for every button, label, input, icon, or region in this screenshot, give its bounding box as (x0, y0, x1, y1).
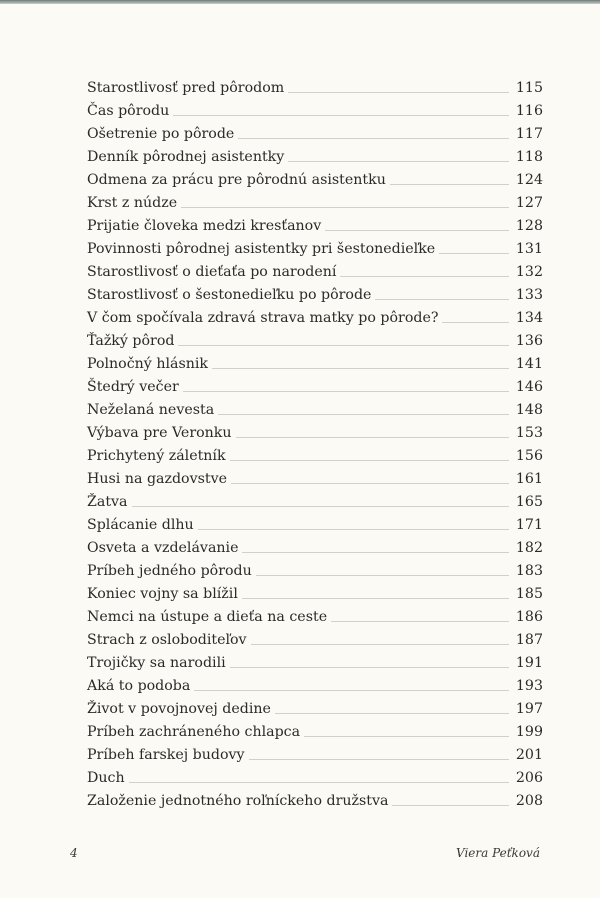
toc-entry (87, 465, 543, 488)
toc-entry-page: 199 (509, 723, 543, 741)
toc-entry (87, 281, 543, 304)
toc-entry-title: Žatva (87, 493, 132, 511)
toc-entry-title: Nemci na ústupe a dieťa na ceste (87, 608, 331, 626)
toc-leader-line (212, 368, 509, 369)
toc-entry (87, 580, 543, 603)
toc-entry-title: Povinnosti pôrodnej asistentky pri šestonedieľke (87, 240, 439, 258)
toc-leader-line (288, 161, 509, 162)
toc-leader-line (375, 299, 509, 300)
toc-leader-line (275, 713, 509, 714)
toc-leader-line (238, 138, 509, 139)
toc-entry (87, 143, 543, 166)
toc-entry-title: Husi na gazdovstve (87, 470, 231, 488)
toc-leader-line (132, 506, 510, 507)
toc-entry-page: 186 (509, 608, 543, 626)
toc-leader-line (288, 92, 509, 93)
toc-leader-line (304, 736, 509, 737)
toc-entry (87, 258, 543, 281)
toc-leader-line (242, 598, 509, 599)
toc-entry-title: Duch (87, 769, 129, 787)
toc-entry-title: V čom spočívala zdravá strava matky po pôrode? (87, 309, 442, 327)
toc-entry-title: Osveta a vzdelávanie (87, 539, 242, 557)
toc-entry (87, 120, 543, 143)
toc-entry-page: 183 (509, 562, 543, 580)
toc-entry (87, 649, 543, 672)
toc-entry-title: Príbeh zachráneného chlapca (87, 723, 304, 741)
toc-entry-title: Strach z osloboditeľov (87, 631, 251, 649)
toc-entry-page: 153 (509, 424, 543, 442)
toc-leader-line (178, 345, 509, 346)
toc-leader-line (183, 391, 509, 392)
toc-entry (87, 235, 543, 258)
toc-entry (87, 741, 543, 764)
toc-entry-title: Ťažký pôrod (87, 332, 178, 350)
toc-entry-title: Starostlivosť o šestonedieľku po pôrode (87, 286, 375, 304)
toc-entry-page: 127 (509, 194, 543, 212)
toc-leader-line (439, 253, 509, 254)
toc-entry-title: Odmena za prácu pre pôrodnú asistentku (87, 171, 390, 189)
toc-entry-page: 141 (509, 355, 543, 373)
toc-entry (87, 511, 543, 534)
toc-entry-title: Neželaná nevesta (87, 401, 218, 419)
toc-entry-page: 156 (509, 447, 543, 465)
toc-entry-title: Aká to podoba (87, 677, 194, 695)
toc-entry-title: Starostlivosť o dieťaťa po narodení (87, 263, 340, 281)
toc-entry (87, 626, 543, 649)
toc-entry-title: Trojičky sa narodili (87, 654, 230, 672)
toc-entry-title: Čas pôrodu (87, 102, 173, 120)
toc-entry-title: Príbeh farskej budovy (87, 746, 249, 764)
toc-entry-page: 131 (509, 240, 543, 258)
toc-entry-page: 146 (509, 378, 543, 396)
toc-leader-line (392, 805, 509, 806)
toc-entry (87, 695, 543, 718)
toc-entry-title: Denník pôrodnej asistentky (87, 148, 288, 166)
running-author: Viera Peťková (456, 846, 540, 860)
toc-entry-title: Prijatie človeka medzi kresťanov (87, 217, 325, 235)
table-of-contents (87, 74, 543, 810)
toc-entry-page: 206 (509, 769, 543, 787)
toc-entry-title: Výbava pre Veronku (87, 424, 236, 442)
toc-leader-line (129, 782, 509, 783)
toc-entry (87, 557, 543, 580)
toc-entry (87, 442, 543, 465)
toc-entry-title: Prichytený záletník (87, 447, 230, 465)
toc-entry (87, 764, 543, 787)
toc-entry-page: 171 (509, 516, 543, 534)
toc-entry-title: Život v povojnovej dedine (87, 700, 275, 718)
toc-entry-page: 182 (509, 539, 543, 557)
toc-entry (87, 396, 543, 419)
toc-leader-line (331, 621, 509, 622)
toc-entry-page: 187 (509, 631, 543, 649)
toc-entry-page: 191 (509, 654, 543, 672)
toc-entry (87, 304, 543, 327)
toc-entry-page: 185 (509, 585, 543, 603)
toc-entry (87, 488, 543, 511)
toc-entry-page: 117 (509, 125, 543, 143)
toc-entry-title: Polnočný hlásnik (87, 355, 212, 373)
toc-entry (87, 419, 543, 442)
toc-entry-page: 132 (509, 263, 543, 281)
toc-leader-line (230, 460, 509, 461)
toc-leader-line (442, 322, 509, 323)
toc-entry-page: 201 (509, 746, 543, 764)
toc-entry-page: 197 (509, 700, 543, 718)
toc-leader-line (194, 690, 509, 691)
toc-entry-page: 161 (509, 470, 543, 488)
toc-entry (87, 534, 543, 557)
toc-entry (87, 603, 543, 626)
toc-entry (87, 166, 543, 189)
toc-entry-page: 124 (509, 171, 543, 189)
toc-entry-title: Splácanie dlhu (87, 516, 198, 534)
toc-leader-line (390, 184, 509, 185)
toc-entry-page: 115 (509, 79, 543, 97)
page-top-edge (0, 0, 600, 4)
toc-leader-line (236, 437, 509, 438)
toc-entry (87, 74, 543, 97)
toc-leader-line (249, 759, 509, 760)
toc-leader-line (181, 207, 509, 208)
toc-entry-title: Štedrý večer (87, 378, 183, 396)
page-number: 4 (70, 846, 78, 860)
toc-entry-page: 128 (509, 217, 543, 235)
toc-entry-page: 208 (509, 792, 543, 810)
toc-entry (87, 373, 543, 396)
toc-leader-line (230, 667, 509, 668)
toc-entry (87, 787, 543, 810)
toc-entry-page: 148 (509, 401, 543, 419)
toc-leader-line (231, 483, 509, 484)
toc-entry-page: 136 (509, 332, 543, 350)
toc-entry (87, 189, 543, 212)
toc-entry-page: 116 (509, 102, 543, 120)
toc-entry (87, 718, 543, 741)
toc-entry (87, 350, 543, 373)
toc-entry-title: Ošetrenie po pôrode (87, 125, 238, 143)
toc-entry-title: Starostlivosť pred pôrodom (87, 79, 288, 97)
toc-entry (87, 212, 543, 235)
toc-entry-title: Krst z núdze (87, 194, 181, 212)
toc-entry (87, 97, 543, 120)
toc-leader-line (242, 552, 509, 553)
toc-leader-line (251, 644, 509, 645)
toc-leader-line (198, 529, 509, 530)
toc-entry-page: 118 (509, 148, 543, 166)
toc-leader-line (325, 230, 509, 231)
toc-entry-title: Založenie jednotného roľníckeho družstva (87, 792, 392, 810)
toc-leader-line (173, 115, 509, 116)
toc-entry-title: Koniec vojny sa blížil (87, 585, 242, 603)
toc-entry-page: 193 (509, 677, 543, 695)
toc-entry-page: 134 (509, 309, 543, 327)
toc-entry (87, 327, 543, 350)
toc-entry-page: 133 (509, 286, 543, 304)
toc-leader-line (256, 575, 509, 576)
toc-leader-line (340, 276, 509, 277)
toc-entry-title: Príbeh jedného pôrodu (87, 562, 256, 580)
toc-entry (87, 672, 543, 695)
toc-entry-page: 165 (509, 493, 543, 511)
toc-leader-line (218, 414, 509, 415)
